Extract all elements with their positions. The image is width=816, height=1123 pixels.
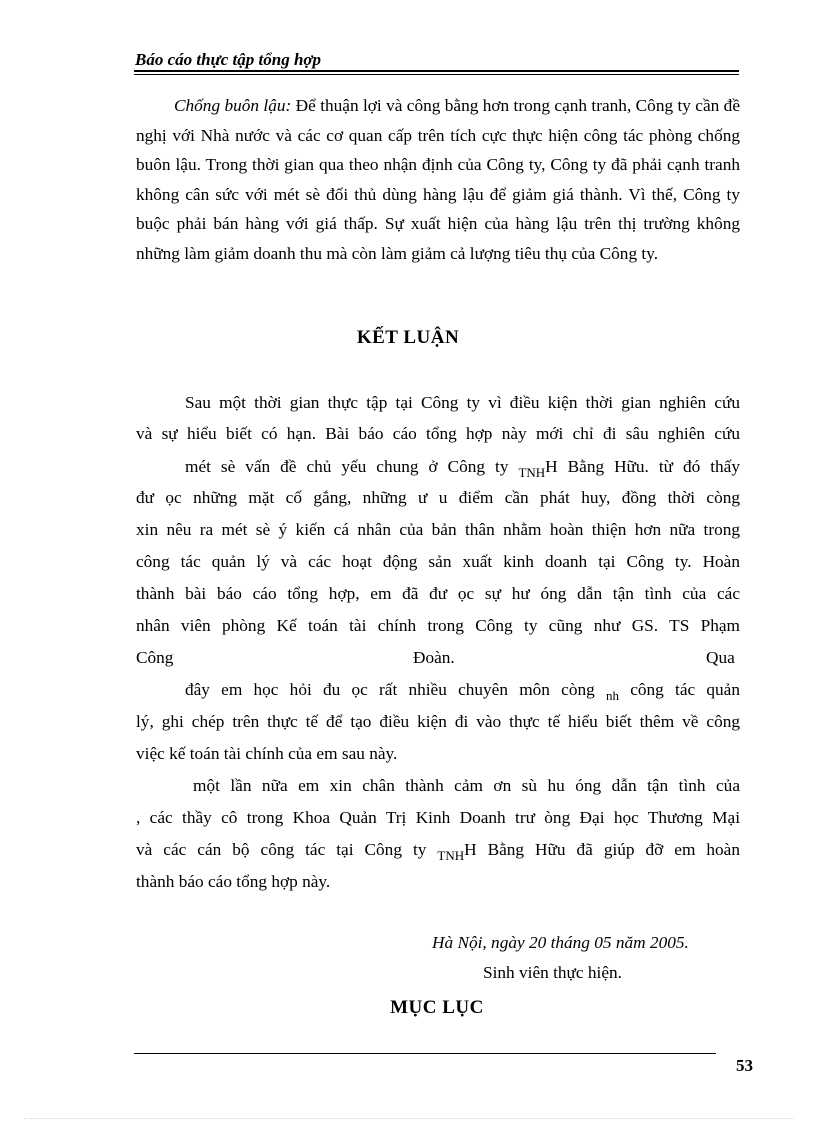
conclusion-line: việc kế toán tài chính của em sau này.	[136, 744, 398, 763]
header-rule-thick	[134, 70, 739, 72]
conclusion-line: công tác quản lý và các hoạt động sản xuất kinh doanh tại Công ty. Hoàn	[136, 552, 740, 571]
conclusion-line-middle: Đoàn.	[413, 648, 455, 667]
conclusion-heading: KẾT LUẬN	[356, 327, 460, 348]
paragraph-body: Để thuận lợi và công bằng hơn trong cạnh tranh, Công ty cần đề nghị với Nhà nước và các cơ quan cấp trên tích cực thực hiện công tác phòng chống buôn lậu. Trong thời gian qua theo nhận định của Công ty, Công ty đã phải cạnh tranh không cân sức với mét sè đối thủ dùng hàng lậu để giảm giá thành. Vì thế, Công ty buộc phải bán hàng với giá thấp. Sự xuất hiện của hàng lậu trên thị trường không những làm giảm doanh thu mà còn làm giảm cả lượng tiêu thụ của Công ty.	[136, 96, 740, 263]
conclusion-line	[136, 840, 740, 863]
conclusion-line: thành bài báo cáo tổng hợp, em đã đư ọc sự hư óng dẫn tận tình của các	[136, 584, 740, 603]
conclusion-line-subscript: TNH	[518, 465, 546, 480]
conclusion-line	[185, 457, 740, 480]
conclusion-line-part: mét sè vấn đề chủ yếu chung ở Công ty	[185, 457, 519, 476]
conclusion-line-part: H Bằng Hữu đã giúp đỡ em hoàn	[464, 840, 740, 859]
conclusion-line: và sự hiểu biết có hạn. Bài báo cáo tổng hợp này mới chỉ đi sâu nghiên cứu	[136, 424, 740, 443]
footer-rule	[134, 1053, 716, 1054]
conclusion-line: đư ọc những mặt cố gắng, những ư u điểm cần phát huy, đồng thời còng	[136, 488, 740, 507]
conclusion-line-subscript: TNH	[437, 848, 465, 863]
conclusion-line-part: đây em học hỏi đu ọc rất nhiều chuyên môn còng	[185, 680, 606, 699]
signer-label: Sinh viên thực hiện.	[483, 963, 622, 982]
conclusion-line-subscript: nh	[605, 688, 619, 703]
conclusion-line-end: Qua	[706, 648, 735, 667]
conclusion-line: nhân viên phòng Kế toán tài chính trong Công ty cũng như GS. TS Phạm	[136, 616, 740, 635]
conclusion-line	[185, 680, 740, 703]
conclusion-line: Sau một thời gian thực tập tại Công ty vì điều kiện thời gian nghiên cứu	[185, 393, 740, 412]
conclusion-line: xin nêu ra mét sè ý kiến cá nhân của bản thân nhằm hoàn thiện hơn nữa trong	[136, 520, 740, 539]
header-title: Báo cáo thực tập tổng hợp	[135, 50, 322, 69]
place-date: Hà Nội, ngày 20 tháng 05 năm 2005.	[432, 933, 689, 952]
conclusion-line-part: công tác quản	[618, 680, 740, 699]
conclusion-line-start: Công	[136, 648, 174, 667]
conclusion-line-part: và các cán bộ công tác tại Công ty	[136, 840, 438, 859]
smuggling-paragraph	[136, 91, 740, 268]
conclusion-line: thành báo cáo tổng hợp này.	[136, 872, 331, 891]
header-rule-thin	[134, 74, 739, 75]
toc-heading: MỤC LỤC	[390, 997, 484, 1018]
conclusion-line: một lần nữa em xin chân thành cảm ơn sù hu óng dẫn tận tình của	[193, 776, 740, 795]
conclusion-line: , các thầy cô trong Khoa Quản Trị Kinh Doanh trư òng Đại học Thương Mại	[136, 808, 740, 827]
conclusion-line-part: H Bằng Hữu. từ đó thấy	[545, 457, 740, 476]
page-number: 53	[736, 1056, 753, 1075]
conclusion-line: lý, ghi chép trên thực tế để tạo điều kiện đi vào thực tế hiểu biết thêm về công	[136, 712, 740, 731]
paragraph-lead: Chống buôn lậu:	[174, 96, 292, 115]
page-edge-dots	[24, 1118, 794, 1119]
